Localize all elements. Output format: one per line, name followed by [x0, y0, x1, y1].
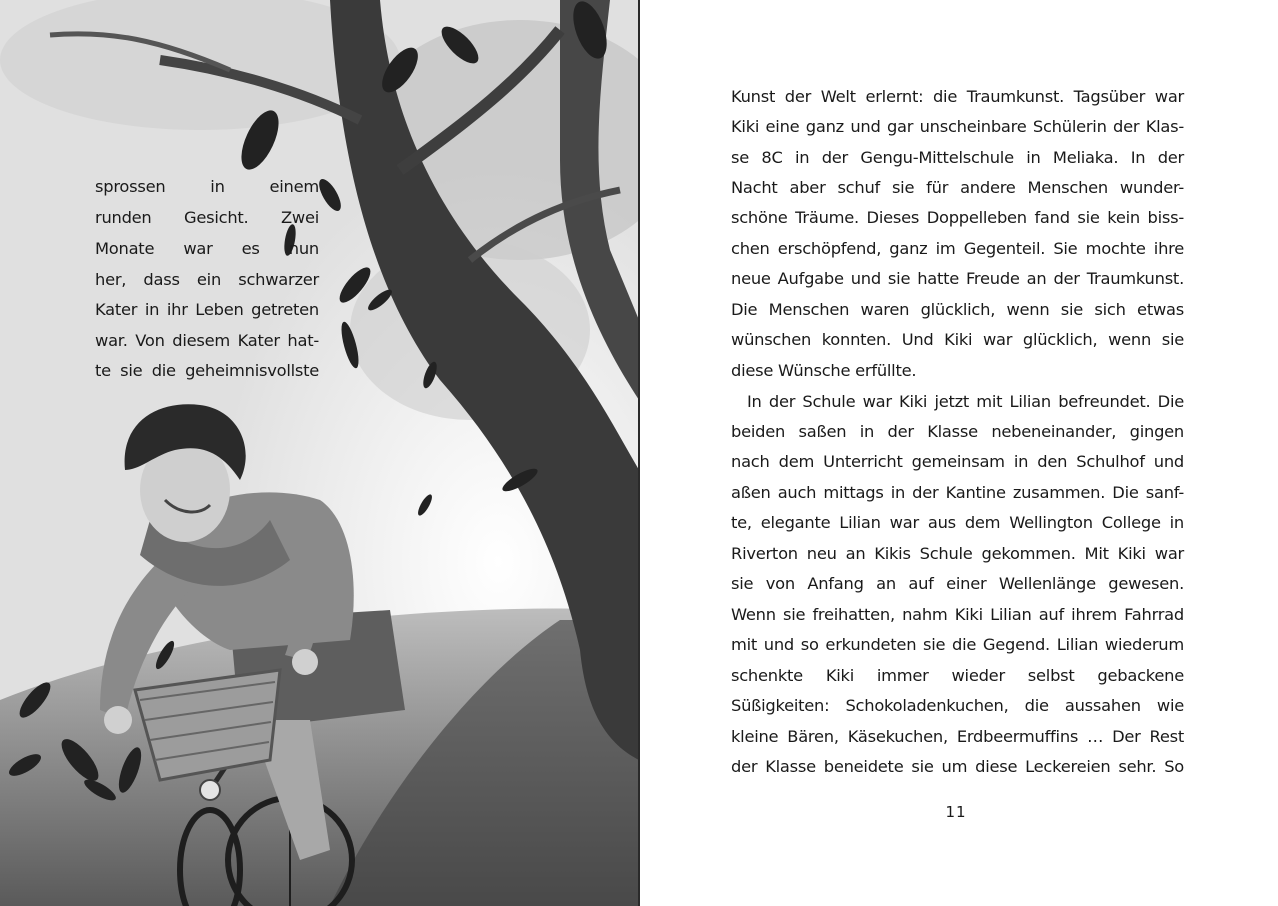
text-line: beiden saßen in der Klasse nebeneinander, gingen [731, 422, 1184, 441]
text-line: Kater in ihr Leben getreten [95, 300, 319, 319]
text-line: Riverton neu an Kikis Schule gekommen. Mit Kiki war [731, 544, 1184, 563]
text-line: Kiki eine ganz und gar unscheinbare Schülerin der Klas- [731, 117, 1184, 136]
text-line: Kunst der Welt erlernt: die Traumkunst. Tagsüber war [731, 87, 1184, 106]
text-line: diese Wünsche erfüllte. [731, 361, 917, 380]
text-line: schöne Träume. Dieses Doppelleben fand sie kein biss- [731, 208, 1184, 227]
text-line: Süßigkeiten: Schokoladenkuchen, die aussahen wie [731, 696, 1184, 715]
text-line: her, dass ein schwarzer [95, 270, 319, 289]
text-line: runden Gesicht. Zwei [95, 208, 319, 227]
text-line: nach dem Unterricht gemeinsam in den Schulhof und [731, 452, 1184, 471]
text-line: se 8C in der Gengu-Mittelschule in Meliaka. In der [731, 148, 1184, 167]
text-line: Monate war es nun [95, 239, 319, 258]
text-line: Nacht aber schuf sie für andere Menschen wunder- [731, 178, 1184, 197]
text-line: te, elegante Lilian war aus dem Wellington College in [731, 513, 1184, 532]
text-line: chen erschöpfend, ganz im Gegenteil. Sie mochte ihre [731, 239, 1184, 258]
text-line: sprossen in einem [95, 177, 319, 196]
text-line: mit und so erkundeten sie die Gegend. Lilian wiederum [731, 635, 1184, 654]
text-line: Die Menschen waren glücklich, wenn sie sich etwas [731, 300, 1184, 319]
text-line: In der Schule war Kiki jetzt mit Lilian befreundet. Die [747, 392, 1184, 411]
text-line: te sie die geheimnisvollste [95, 361, 319, 380]
text-line: wünschen konnten. Und Kiki war glücklich, wenn sie [731, 330, 1184, 349]
text-line: schenkte Kiki immer wieder selbst gebackene [731, 666, 1184, 685]
text-line: neue Aufgabe und sie hatte Freude an der Traumkunst. [731, 269, 1184, 288]
text-line: war. Von diesem Kater hat- [95, 331, 319, 350]
text-line: kleine Bären, Käsekuchen, Erdbeermuffins … Der Rest [731, 727, 1184, 746]
text-line: der Klasse beneidete sie um diese Leckereien sehr. So [731, 757, 1184, 776]
text-line: Wenn sie freihatten, nahm Kiki Lilian auf ihrem Fahrrad [731, 605, 1184, 624]
text-line: aßen auch mittags in der Kantine zusammen. Die sanf- [731, 483, 1184, 502]
page-number: 11 [945, 803, 967, 821]
text-line: sie von Anfang an auf einer Wellenlänge gewesen. [731, 574, 1184, 593]
